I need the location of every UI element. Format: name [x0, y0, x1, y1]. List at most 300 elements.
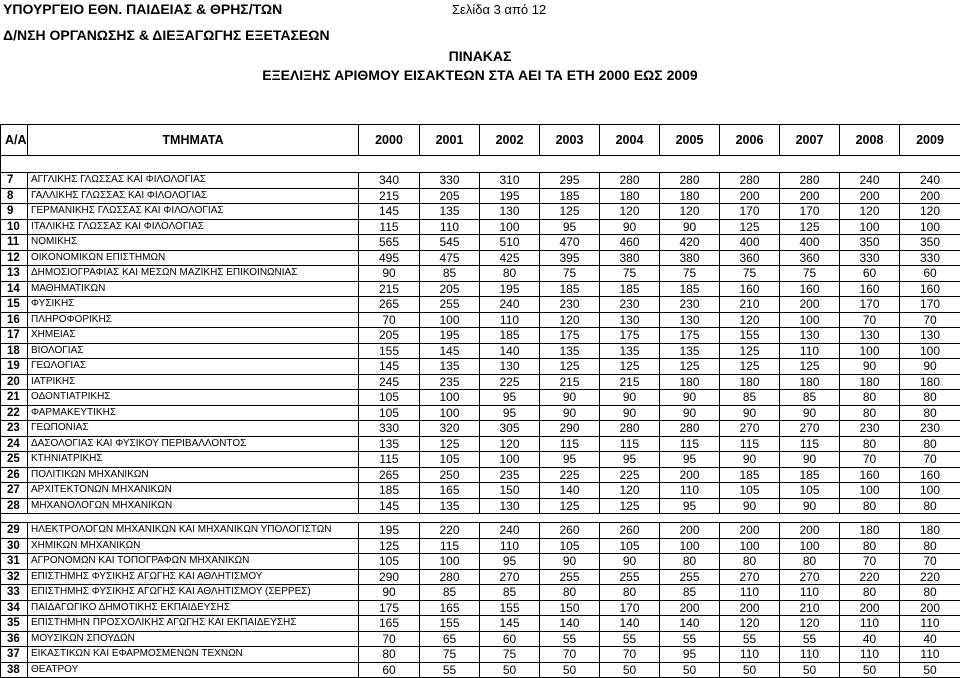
row-number: 32 [1, 569, 28, 585]
admission-count: 230 [540, 297, 600, 313]
admission-count: 150 [480, 483, 540, 499]
admission-count: 110 [660, 483, 720, 499]
admission-count: 120 [780, 616, 840, 632]
admission-count: 80 [900, 405, 960, 421]
admission-count: 255 [600, 569, 660, 585]
admission-count: 100 [420, 312, 480, 328]
admission-count: 215 [600, 374, 660, 390]
admission-count: 175 [540, 328, 600, 344]
table-row [1, 281, 960, 297]
admission-count: 90 [540, 405, 600, 421]
admission-count: 175 [660, 328, 720, 344]
admission-count: 90 [540, 390, 600, 406]
admission-count: 55 [540, 631, 600, 647]
admission-count: 180 [780, 374, 840, 390]
admission-count: 120 [720, 616, 780, 632]
admission-count: 185 [540, 281, 600, 297]
admission-count: 50 [780, 662, 840, 678]
admission-count: 115 [359, 219, 420, 235]
admission-count: 130 [480, 498, 540, 514]
column-header-year: 2008 [840, 125, 900, 156]
admission-count: 100 [840, 219, 900, 235]
admission-count: 200 [900, 188, 960, 204]
admission-count: 125 [600, 359, 660, 375]
admission-count: 240 [480, 297, 540, 313]
admission-count: 120 [600, 204, 660, 220]
directorate-title: Δ/ΝΣΗ ΟΡΓΑΝΩΣΗΣ & ΔΙΕΞΑΓΩΓΗΣ ΕΞΕΤΑΣΕΩΝ [3, 27, 330, 43]
admission-count: 195 [359, 523, 420, 539]
admission-count: 160 [780, 281, 840, 297]
column-header-year: 2004 [600, 125, 660, 156]
admission-count: 75 [720, 266, 780, 282]
department-name: ΙΤΑΛΙΚΗΣ ΓΛΩΣΣΑΣ ΚΑΙ ΦΙΛΟΛΟΓΙΑΣ [28, 219, 359, 235]
admission-count: 80 [900, 436, 960, 452]
admission-count: 160 [840, 281, 900, 297]
table-row [1, 523, 960, 539]
admission-count: 90 [840, 359, 900, 375]
admission-count: 125 [540, 498, 600, 514]
table-row [1, 405, 960, 421]
admissions-table [0, 124, 960, 678]
admission-count: 145 [359, 359, 420, 375]
admission-count: 200 [840, 600, 900, 616]
admission-count: 200 [660, 523, 720, 539]
admission-count: 120 [900, 204, 960, 220]
row-number: 35 [1, 616, 28, 632]
department-name: ΔΑΣΟΛΟΓΙΑΣ ΚΑΙ ΦΥΣΙΚΟΥ ΠΕΡΙΒΑΛΛΟΝΤΟΣ [28, 436, 359, 452]
column-header-year: 2001 [420, 125, 480, 156]
admission-count: 115 [540, 436, 600, 452]
admission-count: 380 [600, 250, 660, 266]
row-number: 22 [1, 405, 28, 421]
admission-count: 90 [600, 390, 660, 406]
admission-count: 100 [780, 312, 840, 328]
admission-count: 100 [900, 343, 960, 359]
admission-count: 155 [480, 600, 540, 616]
admission-count: 50 [540, 662, 600, 678]
admission-count: 95 [660, 647, 720, 663]
table-row [1, 374, 960, 390]
department-name: ΑΓΓΛΙΚΗΣ ΓΛΩΣΣΑΣ ΚΑΙ ΦΙΛΟΛΟΓΙΑΣ [28, 173, 359, 189]
admission-count: 125 [359, 538, 420, 554]
admission-count: 200 [780, 297, 840, 313]
document-header [0, 0, 960, 110]
admission-count: 280 [780, 173, 840, 189]
admission-count: 125 [720, 219, 780, 235]
admission-count: 280 [600, 173, 660, 189]
admission-count: 280 [660, 173, 720, 189]
admission-count: 110 [480, 538, 540, 554]
admission-count: 115 [720, 436, 780, 452]
admission-count: 360 [720, 250, 780, 266]
column-header-year: 2009 [900, 125, 960, 156]
admission-count: 195 [420, 328, 480, 344]
admission-count: 50 [900, 662, 960, 678]
admission-count: 160 [900, 467, 960, 483]
admission-count: 135 [600, 343, 660, 359]
admission-count: 170 [840, 297, 900, 313]
admission-count: 90 [359, 266, 420, 282]
admission-count: 155 [420, 616, 480, 632]
row-number: 31 [1, 554, 28, 570]
admission-count: 70 [840, 312, 900, 328]
column-header-year: 2002 [480, 125, 540, 156]
row-number: 26 [1, 467, 28, 483]
admission-count: 50 [600, 662, 660, 678]
admission-count: 80 [480, 266, 540, 282]
admission-count: 200 [780, 523, 840, 539]
admission-count: 95 [480, 405, 540, 421]
admission-count: 195 [480, 281, 540, 297]
admission-count: 360 [780, 250, 840, 266]
department-name: ΜΟΥΣΙΚΩΝ ΣΠΟΥΔΩΝ [28, 631, 359, 647]
row-number: 9 [1, 204, 28, 220]
admission-count: 420 [660, 235, 720, 251]
admission-count: 180 [660, 374, 720, 390]
admission-count: 40 [840, 631, 900, 647]
admission-count: 70 [900, 554, 960, 570]
admission-count: 80 [600, 585, 660, 601]
admission-count: 185 [780, 467, 840, 483]
admission-count: 380 [660, 250, 720, 266]
admission-count: 125 [780, 219, 840, 235]
admission-count: 330 [840, 250, 900, 266]
admission-count: 80 [900, 585, 960, 601]
admission-count: 70 [840, 452, 900, 468]
admission-count: 125 [420, 436, 480, 452]
admission-count: 85 [720, 390, 780, 406]
admission-count: 95 [540, 452, 600, 468]
admission-count: 90 [660, 405, 720, 421]
admission-count: 60 [900, 266, 960, 282]
admission-count: 70 [900, 452, 960, 468]
admission-count: 55 [660, 631, 720, 647]
table-row [1, 297, 960, 313]
row-number: 18 [1, 343, 28, 359]
admission-count: 90 [660, 219, 720, 235]
admission-count: 130 [780, 328, 840, 344]
admission-count: 265 [359, 467, 420, 483]
admission-count: 90 [720, 498, 780, 514]
admission-count: 395 [540, 250, 600, 266]
department-name: ΕΠΙΣΤΗΜΗΣ ΦΥΣΙΚΗΣ ΑΓΩΓΗΣ ΚΑΙ ΑΘΛΗΤΙΣΜΟΥ [28, 569, 359, 585]
admission-count: 180 [600, 188, 660, 204]
admission-count: 135 [359, 436, 420, 452]
department-name: ΔΗΜΟΣΙΟΓΡΑΦΙΑΣ ΚΑΙ ΜΕΣΩΝ ΜΑΖΙΚΗΣ ΕΠΙΚΟΙΝΩΝΙΑΣ [28, 266, 359, 282]
admission-count: 105 [600, 538, 660, 554]
column-header-year: 2000 [359, 125, 420, 156]
admission-count: 200 [900, 600, 960, 616]
admission-count: 240 [840, 173, 900, 189]
row-number: 29 [1, 523, 28, 539]
admission-count: 170 [780, 204, 840, 220]
admission-count: 105 [359, 390, 420, 406]
admission-count: 135 [540, 343, 600, 359]
admission-count: 130 [480, 204, 540, 220]
admission-count: 220 [840, 569, 900, 585]
admission-count: 65 [420, 631, 480, 647]
admission-count: 100 [420, 390, 480, 406]
table-row [1, 188, 960, 204]
spacer-row [1, 156, 960, 173]
admission-count: 80 [840, 585, 900, 601]
admission-count: 75 [480, 647, 540, 663]
row-number: 33 [1, 585, 28, 601]
admission-count: 75 [780, 266, 840, 282]
table-row [1, 569, 960, 585]
admission-count: 270 [780, 421, 840, 437]
admission-count: 90 [600, 405, 660, 421]
document-subtitle: ΕΞΕΛΙΞΗΣ ΑΡΙΘΜΟΥ ΕΙΣΑΚΤΕΩΝ ΣΤΑ ΑΕΙ ΤΑ ΕΤΗ 2000 ΕΩΣ 2009 [0, 67, 960, 83]
admission-count: 95 [480, 554, 540, 570]
admission-count: 180 [660, 188, 720, 204]
admission-count: 95 [480, 390, 540, 406]
admission-count: 135 [420, 359, 480, 375]
admission-count: 115 [660, 436, 720, 452]
admission-count: 80 [900, 538, 960, 554]
admission-count: 155 [359, 343, 420, 359]
table-row [1, 554, 960, 570]
admission-count: 90 [660, 390, 720, 406]
admission-count: 280 [720, 173, 780, 189]
admission-count: 85 [420, 585, 480, 601]
admission-count: 150 [540, 600, 600, 616]
table-row [1, 538, 960, 554]
admission-count: 110 [780, 647, 840, 663]
admission-count: 160 [900, 281, 960, 297]
row-number: 7 [1, 173, 28, 189]
column-header-year: 2007 [780, 125, 840, 156]
admission-count: 90 [780, 405, 840, 421]
admission-count: 255 [660, 569, 720, 585]
table-row [1, 204, 960, 220]
admission-count: 145 [420, 343, 480, 359]
admission-count: 120 [540, 312, 600, 328]
table-row [1, 421, 960, 437]
admission-count: 130 [480, 359, 540, 375]
admission-count: 160 [720, 281, 780, 297]
admission-count: 50 [480, 662, 540, 678]
admission-count: 100 [420, 405, 480, 421]
department-name: ΦΥΣΙΚΗΣ [28, 297, 359, 313]
admission-count: 130 [840, 328, 900, 344]
admission-count: 270 [720, 569, 780, 585]
admission-count: 145 [480, 616, 540, 632]
admission-count: 200 [660, 600, 720, 616]
admission-count: 60 [480, 631, 540, 647]
row-number: 17 [1, 328, 28, 344]
admission-count: 200 [780, 188, 840, 204]
column-header-year: 2005 [660, 125, 720, 156]
admission-count: 235 [480, 467, 540, 483]
admission-count: 290 [359, 569, 420, 585]
admission-count: 100 [840, 343, 900, 359]
admission-count: 70 [900, 312, 960, 328]
admission-count: 270 [780, 569, 840, 585]
department-name: ΠΛΗΡΟΦΟΡΙΚΗΣ [28, 312, 359, 328]
admission-count: 110 [840, 616, 900, 632]
department-name: ΓΑΛΛΙΚΗΣ ΓΛΩΣΣΑΣ ΚΑΙ ΦΙΛΟΛΟΓΙΑΣ [28, 188, 359, 204]
admission-count: 400 [780, 235, 840, 251]
department-name: ΓΕΩΛΟΓΙΑΣ [28, 359, 359, 375]
admission-count: 105 [420, 452, 480, 468]
admission-count: 80 [660, 554, 720, 570]
admission-count: 220 [900, 569, 960, 585]
admission-count: 165 [420, 483, 480, 499]
admission-count: 230 [900, 421, 960, 437]
admission-count: 185 [660, 281, 720, 297]
admission-count: 125 [600, 498, 660, 514]
admission-count: 130 [900, 328, 960, 344]
admission-count: 145 [359, 498, 420, 514]
gap-row [1, 514, 960, 523]
row-number: 38 [1, 662, 28, 678]
admission-count: 125 [780, 359, 840, 375]
row-number: 37 [1, 647, 28, 663]
admission-count: 320 [420, 421, 480, 437]
admission-count: 270 [480, 569, 540, 585]
table-row [1, 235, 960, 251]
admission-count: 100 [660, 538, 720, 554]
department-name: ΕΠΙΣΤΗΜΗΣ ΦΥΣΙΚΗΣ ΑΓΩΓΗΣ ΚΑΙ ΑΘΛΗΤΙΣΜΟΥ (ΣΕΡΡΕΣ) [28, 585, 359, 601]
department-name: ΕΙΚΑΣΤΙΚΩΝ ΚΑΙ ΕΦΑΡΜΟΣΜΕΝΩΝ ΤΕΧΝΩΝ [28, 647, 359, 663]
admission-count: 80 [900, 498, 960, 514]
row-number: 19 [1, 359, 28, 375]
admission-count: 75 [660, 266, 720, 282]
admission-count: 180 [840, 374, 900, 390]
admission-count: 330 [420, 173, 480, 189]
department-name: ΒΙΟΛΟΓΙΑΣ [28, 343, 359, 359]
admission-count: 425 [480, 250, 540, 266]
admission-count: 125 [720, 343, 780, 359]
column-header-year: 2003 [540, 125, 600, 156]
admission-count: 205 [420, 281, 480, 297]
department-name: ΠΑΙΔΑΓΩΓΙΚΟ ΔΗΜΟΤΙΚΗΣ ΕΚΠΑΙΔΕΥΣΗΣ [28, 600, 359, 616]
row-number: 23 [1, 421, 28, 437]
admission-count: 305 [480, 421, 540, 437]
admission-count: 80 [840, 405, 900, 421]
admission-count: 185 [359, 483, 420, 499]
admission-count: 170 [900, 297, 960, 313]
admission-count: 55 [780, 631, 840, 647]
row-number: 14 [1, 281, 28, 297]
admission-count: 70 [540, 647, 600, 663]
admission-count: 245 [359, 374, 420, 390]
table-row [1, 616, 960, 632]
admission-count: 460 [600, 235, 660, 251]
department-name: ΟΔΟΝΤΙΑΤΡΙΚΗΣ [28, 390, 359, 406]
admission-count: 235 [420, 374, 480, 390]
department-name: ΓΕΡΜΑΝΙΚΗΣ ΓΛΩΣΣΑΣ ΚΑΙ ΦΙΛΟΛΟΓΙΑΣ [28, 204, 359, 220]
admission-count: 55 [420, 662, 480, 678]
admission-count: 80 [840, 390, 900, 406]
admission-count: 120 [720, 312, 780, 328]
admission-count: 165 [359, 616, 420, 632]
department-name: ΠΟΛΙΤΙΚΩΝ ΜΗΧΑΝΙΚΩΝ [28, 467, 359, 483]
admission-count: 135 [660, 343, 720, 359]
admission-count: 210 [780, 600, 840, 616]
admission-count: 85 [780, 390, 840, 406]
admission-count: 110 [840, 647, 900, 663]
admission-count: 100 [420, 554, 480, 570]
admission-count: 140 [540, 483, 600, 499]
department-name: ΝΟΜΙΚΗΣ [28, 235, 359, 251]
admission-count: 100 [780, 538, 840, 554]
table-row [1, 343, 960, 359]
admission-count: 185 [480, 328, 540, 344]
admission-count: 40 [900, 631, 960, 647]
admission-count: 350 [840, 235, 900, 251]
row-number: 16 [1, 312, 28, 328]
admission-count: 200 [720, 600, 780, 616]
admission-count: 90 [600, 554, 660, 570]
admission-count: 110 [900, 616, 960, 632]
admission-count: 110 [480, 312, 540, 328]
department-name: ΘΕΑΤΡΟΥ [28, 662, 359, 678]
admission-count: 80 [900, 390, 960, 406]
column-header-year: 2006 [720, 125, 780, 156]
admission-count: 85 [660, 585, 720, 601]
admission-count: 215 [359, 281, 420, 297]
admission-count: 95 [660, 452, 720, 468]
table-row [1, 359, 960, 375]
admission-count: 80 [840, 436, 900, 452]
admission-count: 260 [540, 523, 600, 539]
admission-count: 210 [720, 297, 780, 313]
admission-count: 205 [420, 188, 480, 204]
admission-count: 510 [480, 235, 540, 251]
admission-count: 220 [420, 523, 480, 539]
admission-count: 120 [600, 483, 660, 499]
row-number: 27 [1, 483, 28, 499]
admission-count: 200 [720, 188, 780, 204]
row-number: 36 [1, 631, 28, 647]
admission-count: 55 [600, 631, 660, 647]
admission-count: 80 [840, 498, 900, 514]
admission-count: 565 [359, 235, 420, 251]
admission-count: 200 [840, 188, 900, 204]
department-name: ΧΗΜΙΚΩΝ ΜΗΧΑΝΙΚΩΝ [28, 538, 359, 554]
admission-count: 140 [600, 616, 660, 632]
row-number: 28 [1, 498, 28, 514]
admission-count: 95 [540, 219, 600, 235]
admission-count: 400 [720, 235, 780, 251]
admission-count: 110 [420, 219, 480, 235]
admission-count: 105 [780, 483, 840, 499]
admission-count: 90 [359, 585, 420, 601]
admission-count: 180 [720, 374, 780, 390]
row-number: 15 [1, 297, 28, 313]
admission-count: 130 [600, 312, 660, 328]
admission-count: 110 [900, 647, 960, 663]
table-header-row [1, 125, 960, 156]
admission-count: 90 [720, 405, 780, 421]
admission-count: 225 [600, 467, 660, 483]
admission-count: 105 [540, 538, 600, 554]
admission-count: 180 [900, 523, 960, 539]
admission-count: 230 [660, 297, 720, 313]
admission-count: 250 [420, 467, 480, 483]
table-row [1, 631, 960, 647]
admission-count: 100 [900, 483, 960, 499]
department-name: ΙΑΤΡΙΚΗΣ [28, 374, 359, 390]
table-body [1, 156, 960, 678]
admission-count: 215 [359, 188, 420, 204]
admission-count: 80 [540, 585, 600, 601]
admission-count: 70 [840, 554, 900, 570]
admission-count: 350 [900, 235, 960, 251]
admission-count: 260 [600, 523, 660, 539]
